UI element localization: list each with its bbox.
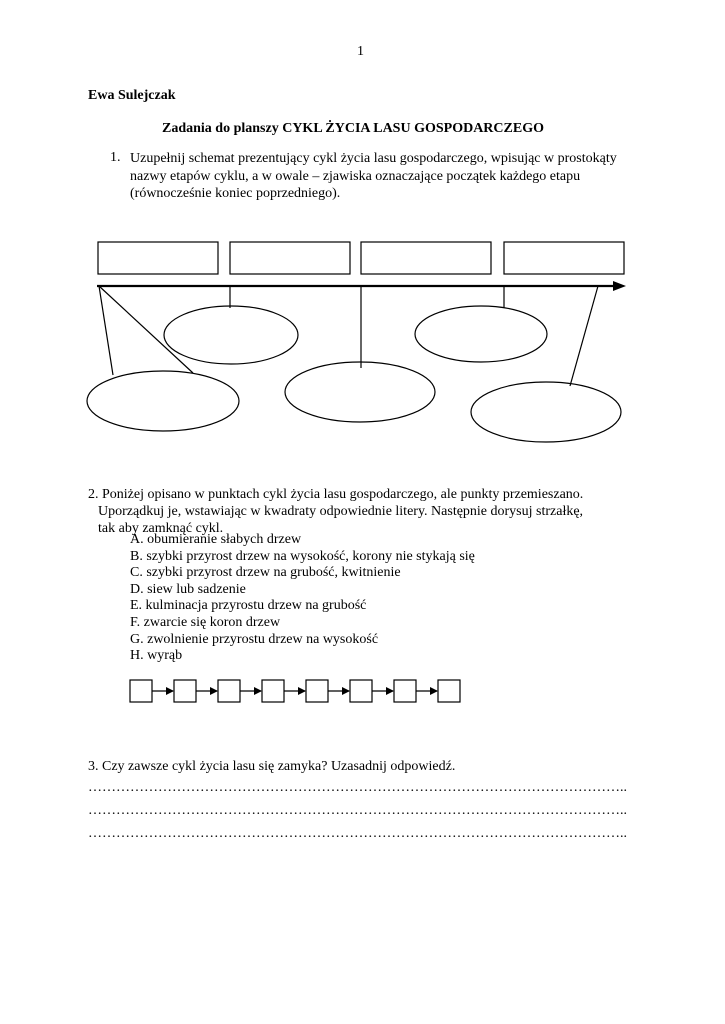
list-item: A. obumieranie słabych drzew [130,532,302,547]
list-item: F. zwarcie się koron drzew [130,614,281,630]
list-item: E. kulminacja przyrostu drzew na grubość [130,598,367,614]
answer-square-6[interactable] [350,680,372,702]
answer-square-4[interactable] [262,680,284,702]
task1-line: (równocześnie koniec poprzedniego). [130,186,341,201]
answer-square-2[interactable] [174,680,196,702]
list-item: H. wyrąb [130,648,183,664]
answer-square-3[interactable] [218,680,240,702]
list-item: D. siew lub sadzenie [130,581,246,597]
author-name: Ewa Sulejczak [88,88,176,103]
answer-square-5[interactable] [306,680,328,702]
answer-square-1[interactable] [130,680,152,702]
answer-square-8[interactable] [438,680,460,702]
task2-line: Uporządkuj je, wstawiając w kwadraty odpowiednie litery. Następnie dorysuj strzałkę, [98,504,584,519]
list-item: C. szybki przyrost drzew na grubość, kwitnienie [130,565,401,581]
task1-line: nazwy etapów cyklu, a w owale – zjawiska oznaczające początek każdego etapu [130,168,581,184]
answer-line-2[interactable]: …………………………………………………………………………………………………….. [88,803,627,818]
list-item: B. szybki przyrost drzew na wysokość, korony nie stykają się [130,548,475,564]
task2-line: tak aby zamknąć cykl. [98,521,224,536]
task1-number: 1. [110,150,121,165]
page-number: 1 [357,44,364,59]
answer-line-3[interactable]: …………………………………………………………………………………………………….. [88,826,627,841]
list-item: G. zwolnienie przyrostu drzew na wysokość [130,631,379,647]
document-title: Zadania do planszy CYKL ŻYCIA LASU GOSPODARCZEGO [162,121,544,136]
answer-square-7[interactable] [394,680,416,702]
task1-line: Uzupełnij schemat prezentujący cykl życia lasu gospodarczego, wpisując w prostokąty [130,151,617,166]
task2-line: 2. Poniżej opisano w punktach cykl życia lasu gospodarczego, ale punkty przemieszano. [88,487,584,502]
task3-question: 3. Czy zawsze cykl życia lasu się zamyka? Uzasadnij odpowiedź. [88,759,456,774]
answer-line-1[interactable]: …………………………………………………………………………………………………….. [88,780,627,795]
